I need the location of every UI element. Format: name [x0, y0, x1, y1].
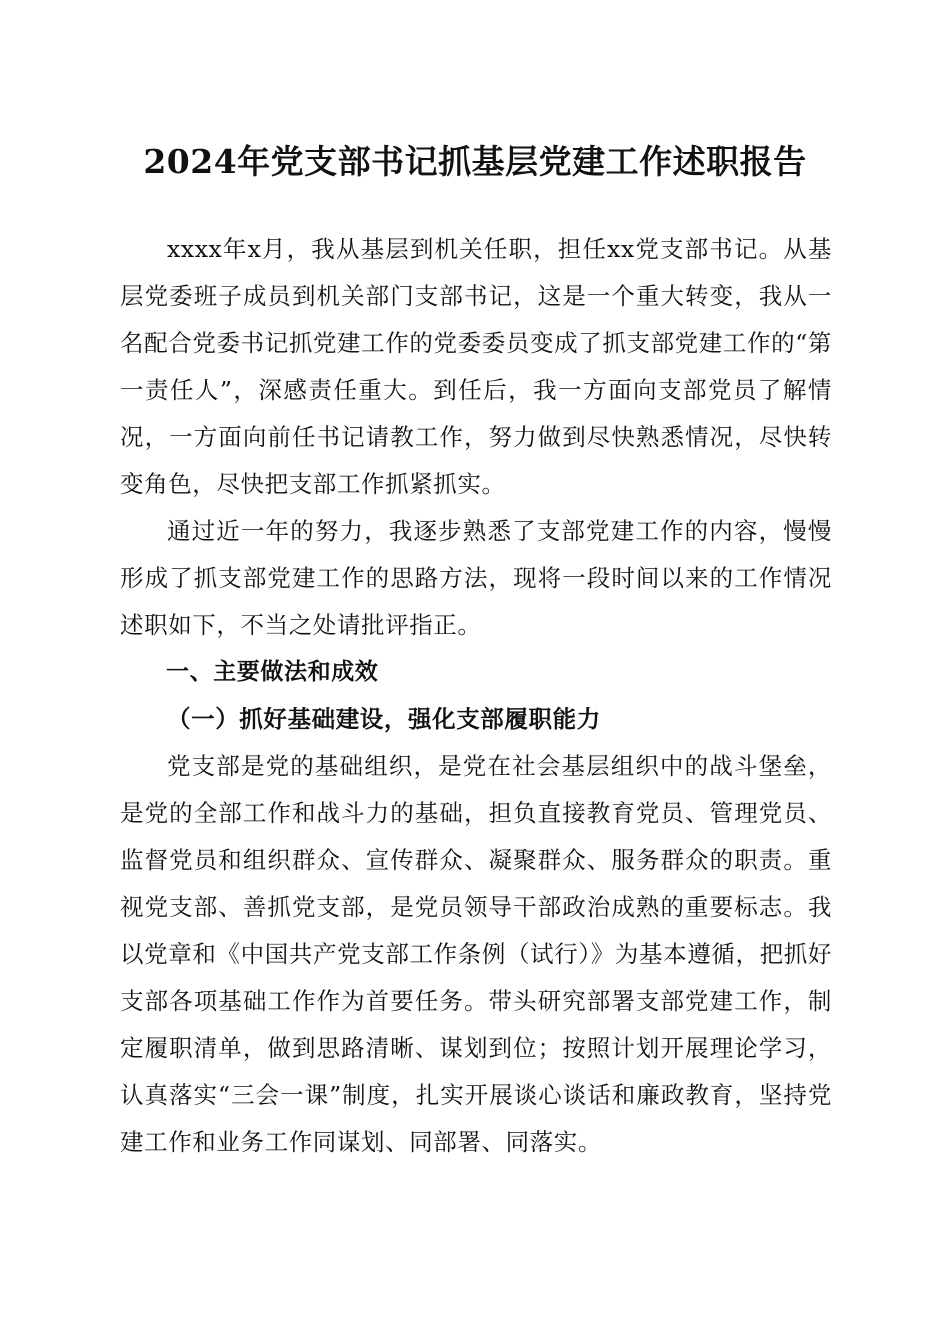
- paragraph-body: 党支部是党的基础组织，是党在社会基层组织中的战斗堡垒，是党的全部工作和战斗力的基础，担负直接教育党员、管理党员、监督党员和组织群众、宣传群众、凝聚群众、服务群众的职责。重视党支部、善抓党支部，是党员领导干部政治成熟的重要标志。我以党章和《中国共产党支部工作条例（试行）》为基本遵循，把抓好支部各项基础工作作为首要任务。带头研究部署支部党建工作，制定履职清单，做到思路清晰、谋划到位；按照计划开展理论学习，认真落实“三会一课”制度，扎实开展谈心谈话和廉政教育，坚持党建工作和业务工作同谋划、同部署、同落实。: [120, 752, 832, 1156]
- subsection-heading: （一）抓好基础建设，强化支部履职能力: [167, 705, 601, 733]
- document-body: [120, 226, 832, 1166]
- paragraph-intro: xxxx年x月，我从基层到机关任职，担任xx党支部书记。从基层党委班子成员到机关部门支部书记，这是一个重大转变，我从一名配合党委书记抓党建工作的党委委员变成了抓支部党建工作的“第一责任人”，深感责任重大。到任后，我一方面向支部党员了解情况，一方面向前任书记请教工作，努力做到尽快熟悉情况，尽快转变角色，尽快把支部工作抓紧抓实。: [120, 235, 832, 498]
- document-title: 2024年党支部书记抓基层党建工作述职报告: [143, 142, 807, 181]
- section-heading: 一、主要做法和成效: [166, 659, 379, 685]
- paragraph-summary: 通过近一年的努力，我逐步熟悉了支部党建工作的内容，慢慢形成了抓支部党建工作的思路方法，现将一段时间以来的工作情况述职如下，不当之处请批评指正。: [120, 517, 832, 639]
